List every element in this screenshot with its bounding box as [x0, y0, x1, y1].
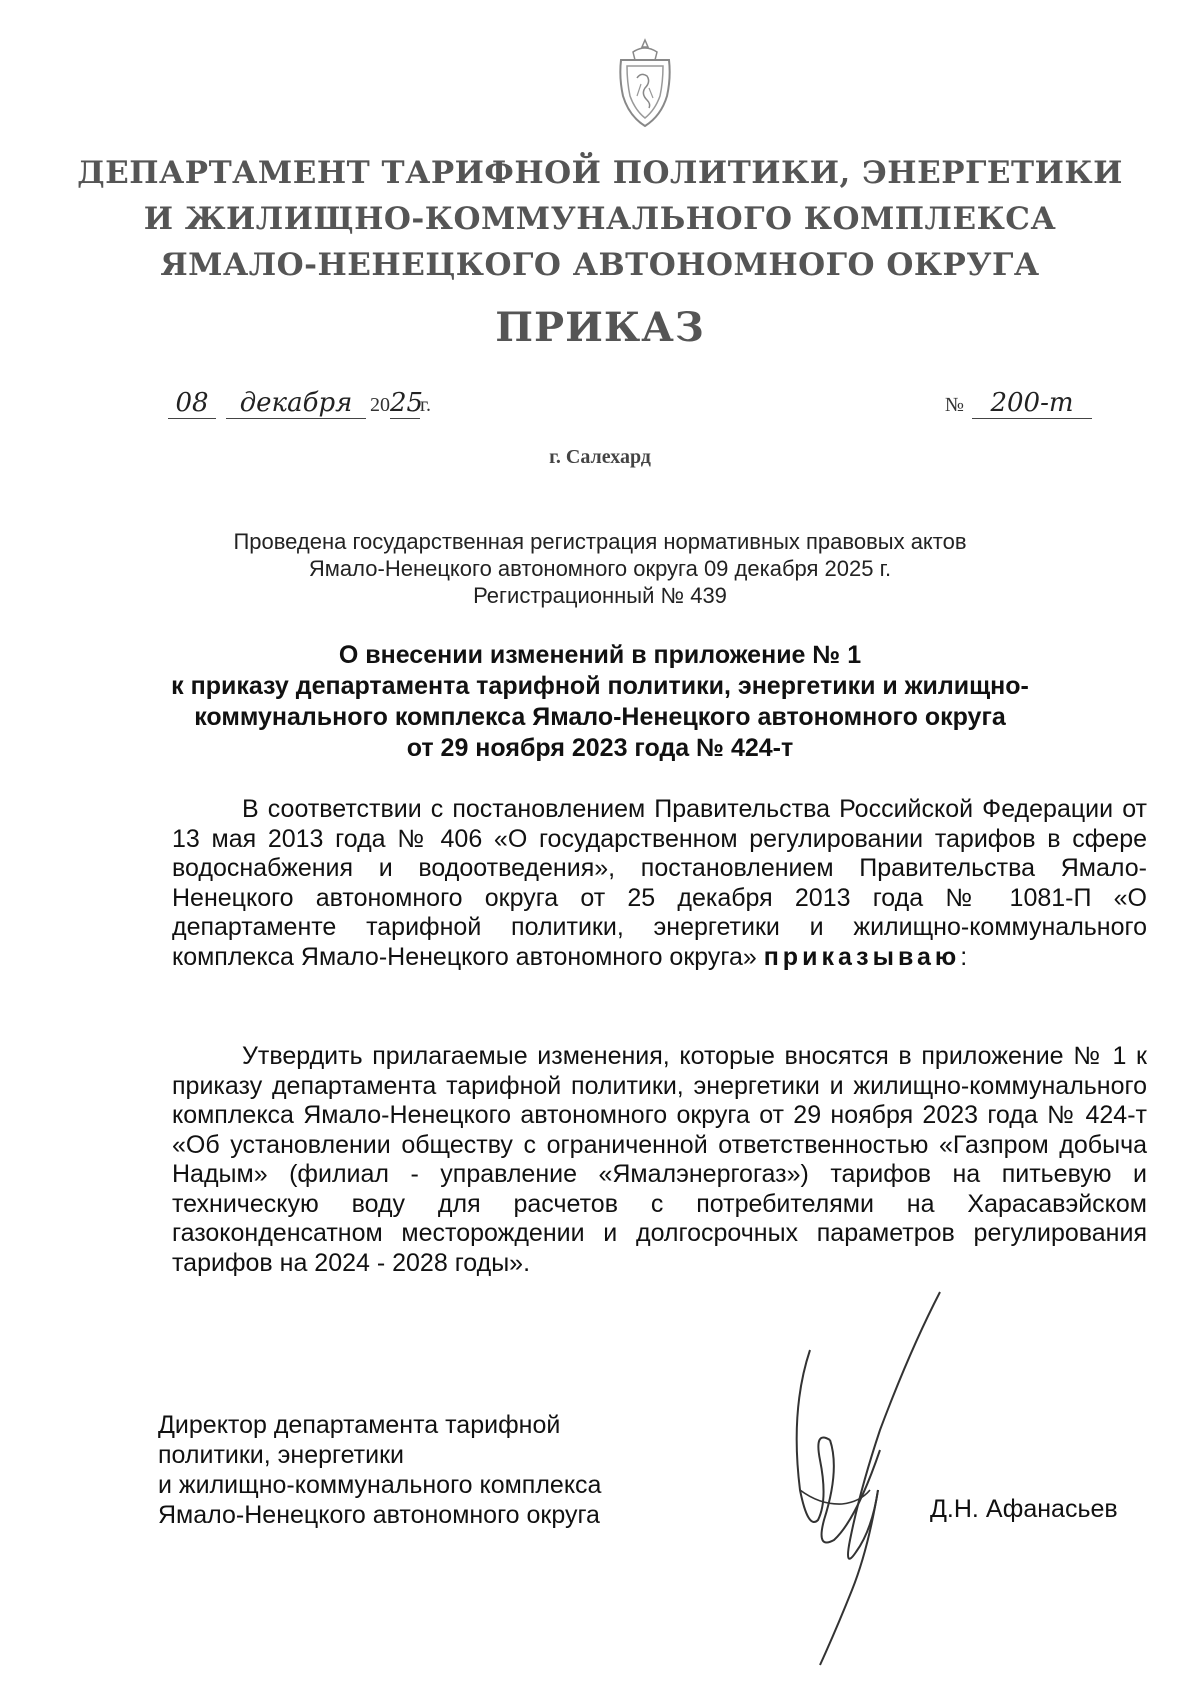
document-type: ПРИКАЗ: [495, 304, 705, 351]
document-title: [0, 640, 1200, 764]
order-number: [945, 388, 1092, 424]
signer-position: [158, 1410, 718, 1530]
signer-position-line: политики, энергетики: [158, 1441, 404, 1469]
department-header: [0, 150, 1200, 288]
title-line: к приказу департамента тарифной политики, энергетики и жилищно-: [171, 672, 1029, 700]
signer-position-line: Директор департамента тарифной: [158, 1411, 561, 1439]
signer-position-line: Ямало-Ненецкого автономного округа: [158, 1501, 600, 1529]
registration-line: Проведена государственная регистрация нормативных правовых актов: [233, 529, 967, 554]
registration-line: Регистрационный № 439: [473, 583, 727, 608]
order-date: [168, 388, 431, 424]
registration-line: Ямало-Ненецкого автономного округа 09 декабря 2025 г.: [308, 556, 892, 581]
date-year-prefix: 20: [370, 394, 390, 416]
body-paragraph-2: Утвердить прилагаемые изменения, которые вносятся в приложение № 1 к приказу департамента тарифной политики, энергетики и жилищно-коммунального комплекса Ямало-Ненецкого автономного округа от 29 ноября 2023 года № 424-т «Об установлении обществу с ограниченной ответственностью «Газпром добыча Надым» (филиал - управление «Ямалэнергогаз») тарифов на питьевую и техническую воду для расчетов с потребителями на Харасавэйском газоконденсатном месторождении и долгосрочных параметров регулирования тарифов на 2024 - 2028 годы».: [172, 1042, 1147, 1277]
city: г. Салехард: [549, 446, 651, 468]
number-sign: №: [944, 394, 964, 416]
body-paragraph-1: [172, 795, 1147, 972]
signer-position-line: и жилищно-коммунального комплекса: [158, 1471, 602, 1499]
signer-name: Д.Н. Афанасьев: [930, 1495, 1118, 1523]
paragraph-1-text: В соответствии с постановлением Правительства Российской Федерации от 13 мая 2013 года № 406 «О государственном регулировании тарифов в сфере водоснабжения и водоотведения», постановлением Правительства Ямало-Ненецкого автономного округа от 25 декабря 2013 года № 1081-П «О департаменте тарифной политики, энергетики и жилищно-коммунального комплекса Ямало-Ненецкого автономного округа»: [172, 795, 1147, 971]
title-line: коммунального комплекса Ямало-Ненецкого автономного округа: [194, 703, 1006, 731]
date-month: декабря: [226, 388, 366, 419]
date-year-digits: 25: [390, 388, 424, 418]
department-line: ЯМАЛО-НЕНЕЦКОГО АВТОНОМНОГО ОКРУГА: [160, 247, 1040, 283]
number-value: 200-т: [972, 388, 1092, 419]
coat-of-arms-icon: [615, 38, 675, 130]
department-line: ДЕПАРТАМЕНТ ТАРИФНОЙ ПОЛИТИКИ, ЭНЕРГЕТИКИ: [77, 155, 1123, 191]
date-year-suffix: г.: [420, 394, 431, 416]
title-line: О внесении изменений в приложение № 1: [338, 641, 862, 669]
order-word: приказываю: [763, 942, 961, 971]
title-line: от 29 ноября 2023 года № 424-т: [406, 734, 794, 762]
date-day: 08: [168, 388, 216, 419]
paragraph-1-end: :: [960, 942, 968, 971]
handwritten-signature-icon: [760, 1290, 950, 1670]
department-line: И ЖИЛИЩНО-КОММУНАЛЬНОГО КОМПЛЕКСА: [143, 201, 1057, 237]
registration-note: [0, 528, 1200, 609]
